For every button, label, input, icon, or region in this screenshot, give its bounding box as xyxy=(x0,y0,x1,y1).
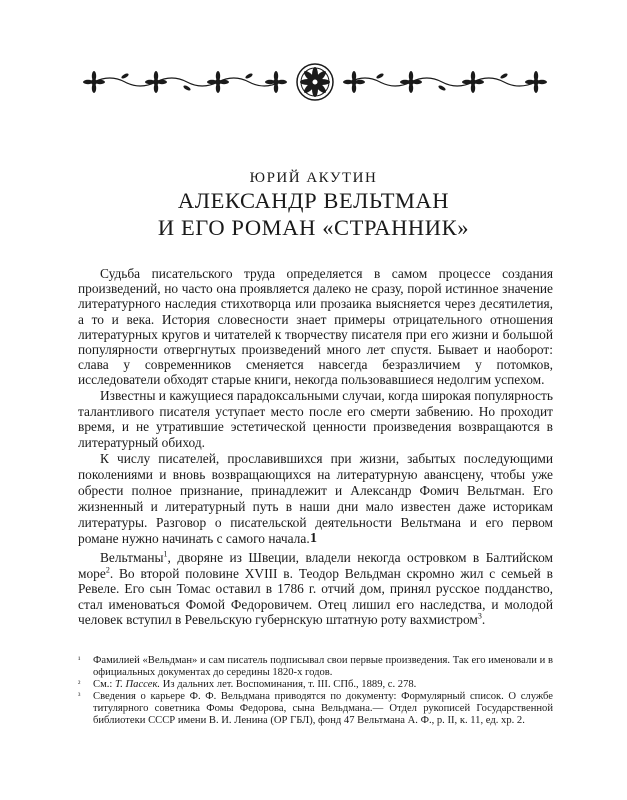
text-run: . xyxy=(481,612,486,627)
decorative-ornament xyxy=(80,62,550,102)
footnote-text: См.: xyxy=(93,679,116,690)
intro-text xyxy=(78,266,553,547)
footnote-author: Т. Пассек. xyxy=(115,679,161,690)
paragraph: Судьба писательского труда определяется в самом процессе создания произведений, но часто она проявляется далеко не сразу, порой истинное значение литературного наследия стихотворца или прозаика выясняется через десятилетия, а то и века. История словесности знает примеры отрицательного отношения литературных кругов и читателей к творчеству писателя при его жизни и большой популярности отвергнутых произведений много лет спустя. Бывает и наоборот: слава у современников сменяется навсегда безразличием у потомков, исследователи обходят старые книги, некогда пользовавшиеся недолгим успехом. xyxy=(78,266,553,388)
paragraph: К числу писателей, прославившихся при жизни, забытых последующими поколениями и вновь возвращающихся на литературную авансцену, чтобы уже обрести полное признание, принадлежит и Александр Фомич Вельтман. Его жизненный и литературный путь в наши дни мало известен даже историкам литературы. Разговор о писательской деятельности Вельтмана и его первом романе нужно начинать с самого начала. xyxy=(78,451,553,546)
author-name: ЮРИЙ АКУТИН xyxy=(249,170,378,186)
text-run: . Во второй половине XVIII в. Теодор Вельдман скромно жил с семьей в Ревеле. Его сын Томас оставил в 1786 г. отчий дом, принял русское подданство, стал именоваться Фомой Федоровичем. Отец лишил его наследства, и молодой человек вступил в Ревельскую губернскую штатную роту вахмистром xyxy=(78,565,553,627)
chapter-number: 1 xyxy=(310,531,317,546)
footnote-text: Из дальних лет. Воспоминания, т. III. СПб., 1889, с. 278. xyxy=(160,679,417,690)
footnote-text: Фамилией «Вельдман» и сам писатель подписывал свои первые произведения. Так его именовали и в официальных документах до середины 1820-х годов. xyxy=(93,655,553,678)
footnote-number: ¹ xyxy=(78,655,81,664)
paragraph: Известны и кажущиеся парадоксальными случаи, когда широкая популярность талантливого писателя уступает место после его смерти забвению. Но проходит время, и не утратившие эстетической ценности произведения возвращаются в литературный обиход. xyxy=(78,387,553,451)
footnote-text: Сведения о карьере Ф. Ф. Вельдмана приводятся по документу: Формулярный список. О службе титулярного советника Фомы Федорова, сына Вельдмана.— Отдел рукописей Государственной библиотеки СССР имени В. И. Ленина (ОР ГБЛ), фонд 47 Вельтмана А. Ф., р. II, к. 11, ед. хр. 2. xyxy=(93,691,553,726)
text-run: , дворяне из Швеции, владели некогда островком в Балтийском море xyxy=(78,550,553,581)
footnote xyxy=(78,655,553,679)
paragraph xyxy=(78,550,553,628)
footnote xyxy=(78,679,553,691)
footnote-number: ³ xyxy=(78,691,81,700)
footnotes xyxy=(78,655,553,727)
title-line-2: И ЕГО РОМАН «СТРАННИК» xyxy=(157,215,470,240)
text-run: Вельтманы xyxy=(100,550,164,565)
footnote-ref: 2 xyxy=(105,565,110,575)
title-line-1: АЛЕКСАНДР ВЕЛЬТМАН xyxy=(177,188,450,213)
chapter-text xyxy=(78,550,553,628)
footnote-ref: 1 xyxy=(163,549,168,559)
footnote-number: ² xyxy=(78,679,81,688)
footnote-ref: 3 xyxy=(477,611,482,621)
footnote xyxy=(78,691,553,727)
central-rosette-icon xyxy=(297,64,333,100)
article-title xyxy=(0,187,627,241)
